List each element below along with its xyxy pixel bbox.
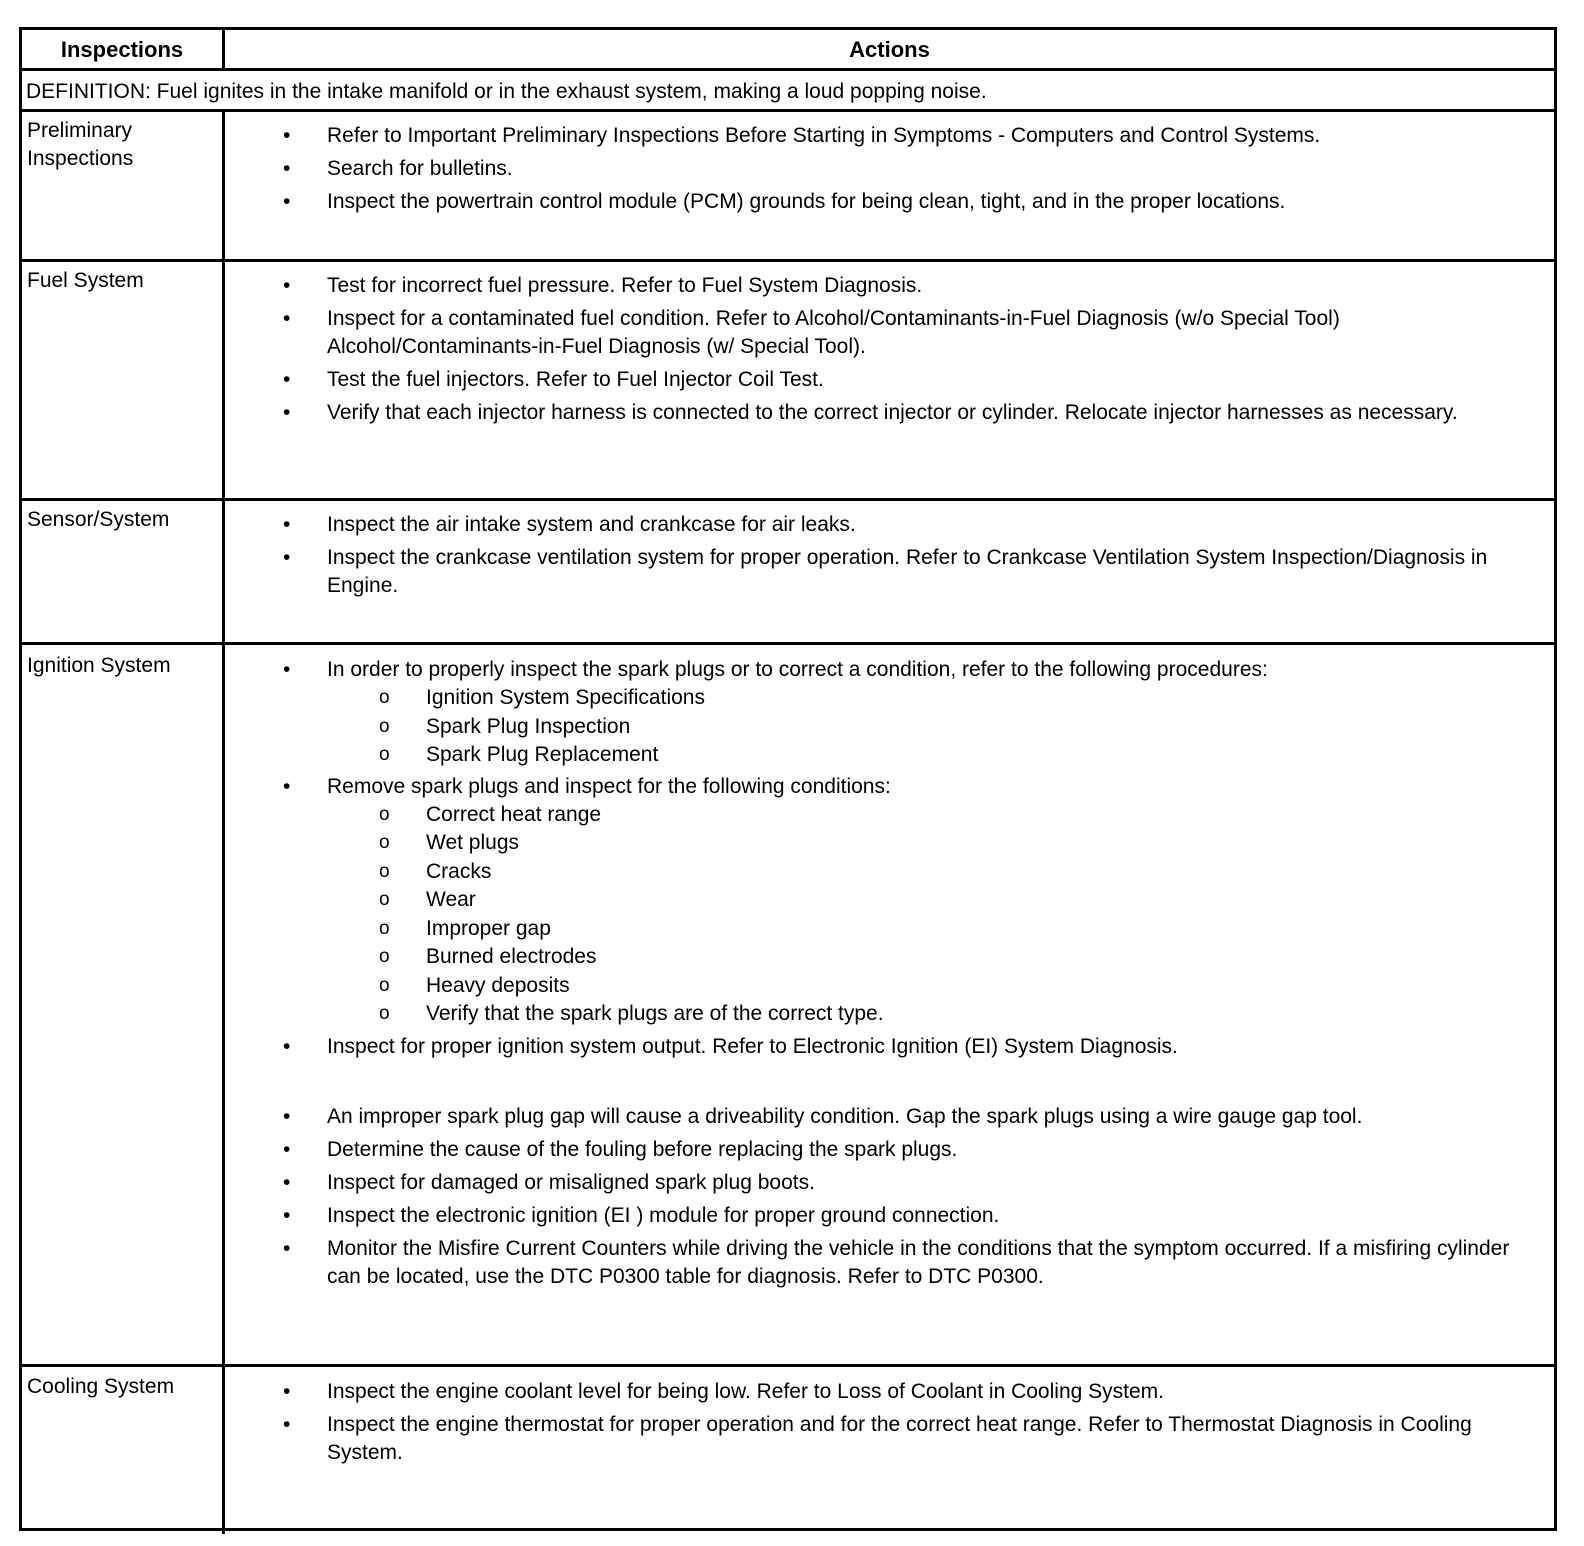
- circle-bullet-icon: o: [379, 946, 390, 967]
- circle-bullet-icon: o: [379, 687, 390, 708]
- bullet-icon: •: [283, 546, 291, 569]
- divider: [22, 1364, 1554, 1367]
- list-item: • Inspect the crankcase ventilation system for proper operation. Refer to Crankcase Ventilation System Inspection/Diagnosis in Engine.: [283, 546, 1488, 597]
- row-actions-sensor-system: [225, 511, 1554, 605]
- circle-bullet-icon: o: [379, 860, 390, 882]
- circle-bullet-icon: o: [379, 832, 390, 853]
- circle-bullet-icon: o: [379, 715, 390, 737]
- circle-bullet-icon: o: [379, 1003, 390, 1024]
- sub-list-item: o Verify that the spark plugs are of the correct type.: [327, 1000, 1542, 1029]
- bullet-icon: •: [283, 190, 291, 213]
- list-item: • Monitor the Misfire Current Counters while driving the vehicle in the conditions that the symptom occurred. If a misfiring cylinder can be located, use the DTC P0300 table for diagnosis. Refer to DTC P0300.: [283, 1236, 1510, 1288]
- bullet-icon: •: [283, 1137, 291, 1161]
- sub-list-item: o Improper gap: [327, 915, 1542, 944]
- row-actions-fuel-system: [225, 272, 1554, 432]
- header-actions: Actions: [849, 37, 930, 62]
- bullet-icon: •: [283, 1203, 291, 1227]
- divider: [22, 109, 1554, 112]
- divider: [22, 498, 1554, 501]
- bullet-icon: •: [283, 513, 291, 536]
- header-inspections: Inspections: [60, 37, 184, 62]
- divider: [22, 642, 1554, 645]
- row-actions-ignition-system: [225, 656, 1554, 1296]
- list-item: • Test the fuel injectors. Refer to Fuel Injector Coil Test.: [225, 366, 1554, 394]
- circle-bullet-icon: o: [379, 974, 390, 996]
- row-label-preliminary-inspections: Preliminary Inspections: [27, 119, 134, 170]
- sub-list-item: o Burned electrodes: [327, 943, 1542, 972]
- bullet-icon: •: [283, 1380, 291, 1403]
- list-item: • Refer to Important Preliminary Inspections Before Starting in Symptoms - Computers and Control Systems.: [225, 122, 1554, 150]
- row-actions-cooling-system: [225, 1378, 1554, 1472]
- divider: [22, 259, 1554, 262]
- bullet-icon: •: [283, 1413, 291, 1436]
- inspection-table: [19, 27, 1557, 1531]
- list-item: • Inspect the electronic ignition (EI ) module for proper ground connection.: [225, 1202, 1554, 1230]
- sub-list-item: o Cracks: [327, 858, 1542, 887]
- circle-bullet-icon: o: [379, 744, 390, 765]
- definition-text: DEFINITION: Fuel ignites in the intake manifold or in the exhaust system, making a loud popping noise.: [26, 80, 987, 103]
- bullet-icon: •: [283, 307, 291, 330]
- bullet-icon: •: [283, 658, 291, 681]
- bullet-icon: •: [283, 774, 291, 798]
- bullet-icon: •: [283, 1236, 291, 1260]
- list-item: • Test for incorrect fuel pressure. Refer to Fuel System Diagnosis.: [225, 272, 1554, 300]
- bullet-icon: •: [283, 157, 291, 180]
- row-label-fuel-system: Fuel System: [27, 269, 144, 292]
- bullet-icon: •: [283, 1170, 291, 1194]
- list-item: • Verify that each injector harness is connected to the correct injector or cylinder. Relocate injector harnesses as necessary.: [225, 399, 1554, 427]
- list-item: • Inspect the engine thermostat for proper operation and for the correct heat range. Refer to Thermostat Diagnosis in Cooling System.: [283, 1413, 1472, 1464]
- list-item: • Inspect for damaged or misaligned spark plug boots.: [225, 1169, 1554, 1197]
- sub-list-item: o Spark Plug Inspection: [327, 713, 1542, 742]
- circle-bullet-icon: o: [379, 889, 390, 910]
- sub-list-item: o Correct heat range: [327, 801, 1542, 830]
- bullet-icon: •: [283, 1104, 291, 1128]
- list-item: • Inspect for a contaminated fuel condition. Refer to Alcohol/Contaminants-in-Fuel Diagnosis (w/o Special Tool) Alcohol/Contaminants-in-Fuel Diagnosis (w/ Special Tool).: [283, 307, 1340, 358]
- row-label-sensor-system: Sensor/System: [27, 508, 170, 531]
- list-item: • In order to properly inspect the spark plugs or to correct a condition, refer to the following procedures: o Ignition System Specifications o Spark Plug Inspection o Spark Plug Replacement: [225, 656, 1554, 770]
- bullet-icon: •: [283, 124, 291, 147]
- list-item: • Search for bulletins.: [225, 155, 1554, 183]
- divider: [22, 68, 1554, 71]
- list-item: • Inspect the engine coolant level for being low. Refer to Loss of Coolant in Cooling System.: [225, 1378, 1554, 1406]
- sub-list-item: o Spark Plug Replacement: [327, 741, 1542, 770]
- list-item: • Determine the cause of the fouling before replacing the spark plugs.: [225, 1136, 1554, 1164]
- sub-list-item: o Wear: [327, 886, 1542, 915]
- bullet-icon: •: [283, 274, 291, 297]
- bullet-icon: •: [283, 368, 291, 391]
- row-actions-preliminary-inspections: [225, 122, 1554, 221]
- sub-list-item: o Ignition System Specifications: [327, 684, 1542, 713]
- row-label-ignition-system: Ignition System: [27, 654, 171, 677]
- sub-list-item: o Heavy deposits: [327, 972, 1542, 1001]
- row-label-cooling-system: Cooling System: [27, 1375, 175, 1398]
- list-item: • Remove spark plugs and inspect for the following conditions: o Correct heat range o Wet plugs o Cracks o Wear o Improper gap o Burned electrodes o Heavy deposits o Verify that the spark plugs are of the correct type.: [225, 773, 1554, 1029]
- divider: [222, 30, 225, 71]
- circle-bullet-icon: o: [379, 917, 390, 939]
- bullet-icon: •: [283, 401, 291, 424]
- sub-list-item: o Wet plugs: [327, 829, 1542, 858]
- bullet-icon: •: [283, 1034, 291, 1058]
- list-item: • Inspect for proper ignition system output. Refer to Electronic Ignition (EI) System Diagnosis.: [225, 1033, 1554, 1061]
- circle-bullet-icon: o: [379, 803, 390, 825]
- list-item: • An improper spark plug gap will cause a driveability condition. Gap the spark plugs using a wire gauge gap tool.: [225, 1103, 1554, 1131]
- list-item: • Inspect the air intake system and crankcase for air leaks.: [225, 511, 1554, 539]
- list-item: • Inspect the powertrain control module (PCM) grounds for being clean, tight, and in the proper locations.: [225, 188, 1554, 216]
